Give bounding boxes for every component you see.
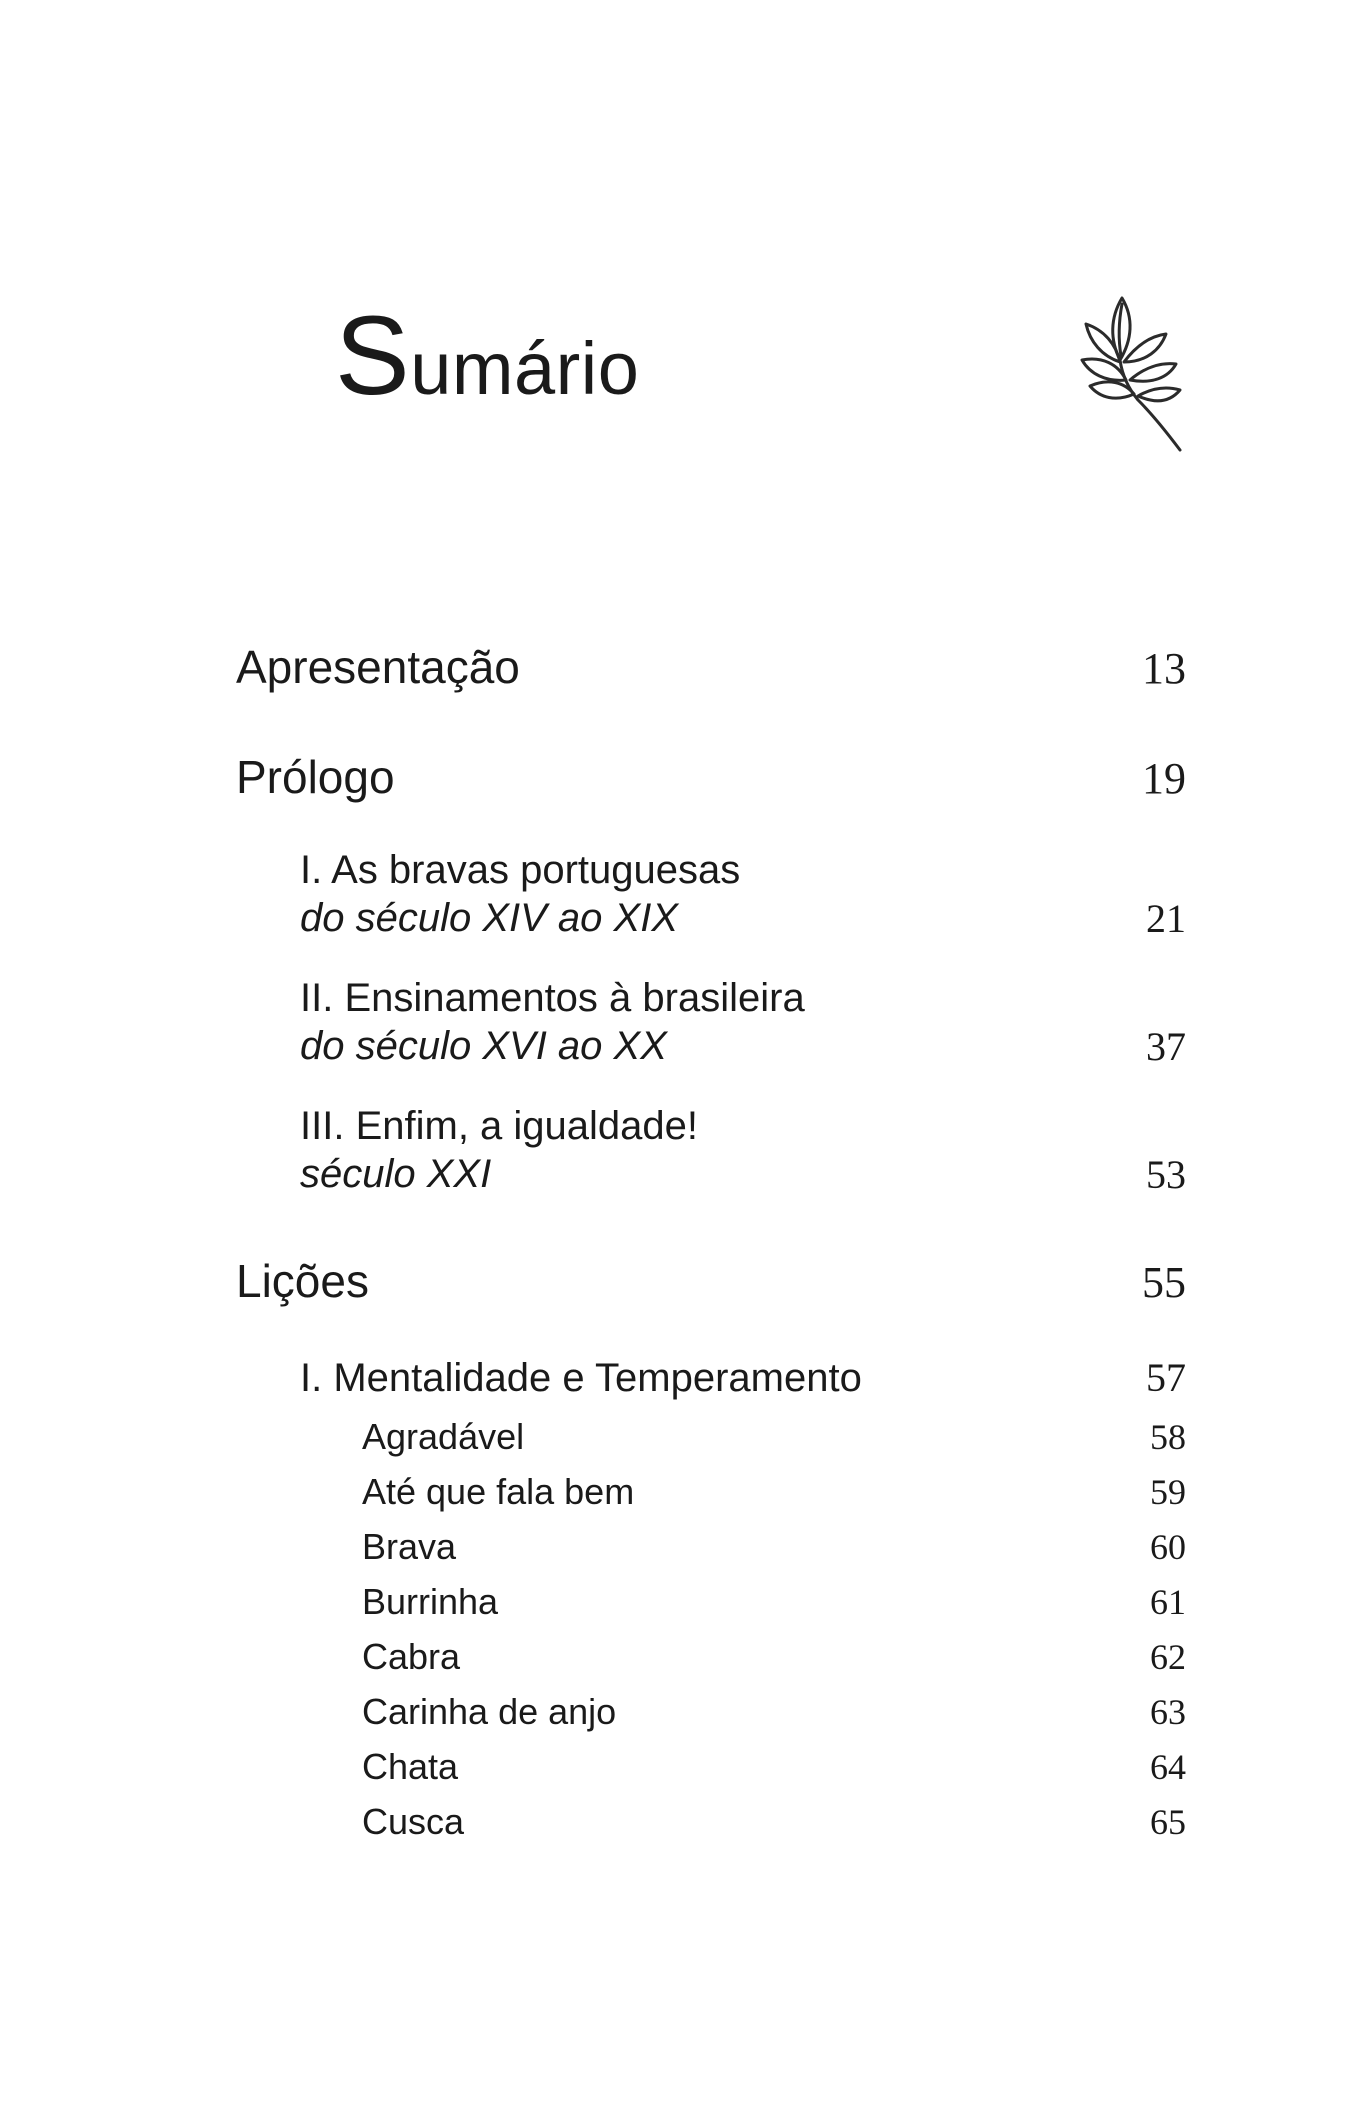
- toc-entry-label: Agradável: [362, 1416, 525, 1457]
- section-title: I. Mentalidade e Temperamento: [300, 1356, 862, 1400]
- toc-entry[interactable]: [236, 1636, 1186, 1677]
- toc-label: Lições: [236, 1255, 369, 1307]
- toc-entry[interactable]: [236, 1471, 1186, 1512]
- toc-page-number: 13: [1142, 644, 1186, 693]
- toc-entry-label: Brava: [362, 1526, 457, 1567]
- toc-entry-licoes[interactable]: [236, 1254, 1186, 1308]
- toc-entry-label: Até que fala bem: [362, 1471, 635, 1512]
- toc-page-number: 59: [1150, 1472, 1186, 1512]
- toc-page-number: 19: [1142, 754, 1186, 803]
- toc-entry-chapter-2[interactable]: [236, 974, 1186, 1070]
- toc-page-number: 55: [1142, 1258, 1186, 1307]
- page-title: [335, 293, 640, 418]
- toc-entry-label: Carinha de anjo: [362, 1691, 617, 1732]
- toc-entry-label: Chata: [362, 1746, 459, 1787]
- toc-page-number: 21: [1146, 896, 1186, 941]
- toc-entry-chapter-1[interactable]: [236, 846, 1186, 942]
- chapter-subtitle: do século XVI ao XX: [300, 1024, 667, 1068]
- toc-entry-section-1[interactable]: [236, 1354, 1186, 1401]
- toc-entry[interactable]: [236, 1801, 1186, 1842]
- toc-entry[interactable]: [236, 1691, 1186, 1732]
- toc-page-number: 64: [1150, 1747, 1186, 1787]
- toc-page-number: 62: [1150, 1637, 1186, 1677]
- toc-page-number: 65: [1150, 1802, 1186, 1842]
- title-rest: umário: [410, 327, 640, 410]
- chapter-title: III. Enfim, a igualdade!: [300, 1104, 699, 1148]
- toc-label: Prólogo: [236, 751, 395, 803]
- toc-entry[interactable]: [236, 1526, 1186, 1567]
- toc-entry-label: Cabra: [362, 1636, 461, 1677]
- toc-entry-label: Burrinha: [362, 1581, 499, 1622]
- chapter-title: II. Ensinamentos à brasileira: [300, 976, 805, 1020]
- toc-page-number: 60: [1150, 1527, 1186, 1567]
- toc-entry[interactable]: [236, 1746, 1186, 1787]
- leaf-sprig-icon: [1080, 290, 1190, 455]
- toc-entry[interactable]: [236, 1581, 1186, 1622]
- toc-entry-apresentacao[interactable]: [236, 640, 1186, 694]
- chapter-title: I. As bravas portuguesas: [300, 848, 741, 892]
- toc-page-number: 53: [1146, 1152, 1186, 1197]
- chapter-subtitle: século XXI: [300, 1152, 492, 1196]
- toc-entry-prologo[interactable]: [236, 750, 1186, 804]
- toc-page-number: 57: [1146, 1355, 1186, 1400]
- toc-page-number: 58: [1150, 1417, 1186, 1457]
- title-first-letter: S: [335, 293, 411, 418]
- toc-page-number: 61: [1150, 1582, 1186, 1622]
- toc-entry-chapter-3[interactable]: [236, 1102, 1186, 1198]
- toc-entry-label: Cusca: [362, 1801, 465, 1842]
- table-of-contents: [236, 640, 1186, 1840]
- chapter-subtitle: do século XIV ao XIX: [300, 896, 679, 940]
- toc-label: Apresentação: [236, 641, 520, 693]
- toc-entry[interactable]: [236, 1416, 1186, 1457]
- toc-page-number: 63: [1150, 1692, 1186, 1732]
- toc-page-number: 37: [1146, 1024, 1186, 1069]
